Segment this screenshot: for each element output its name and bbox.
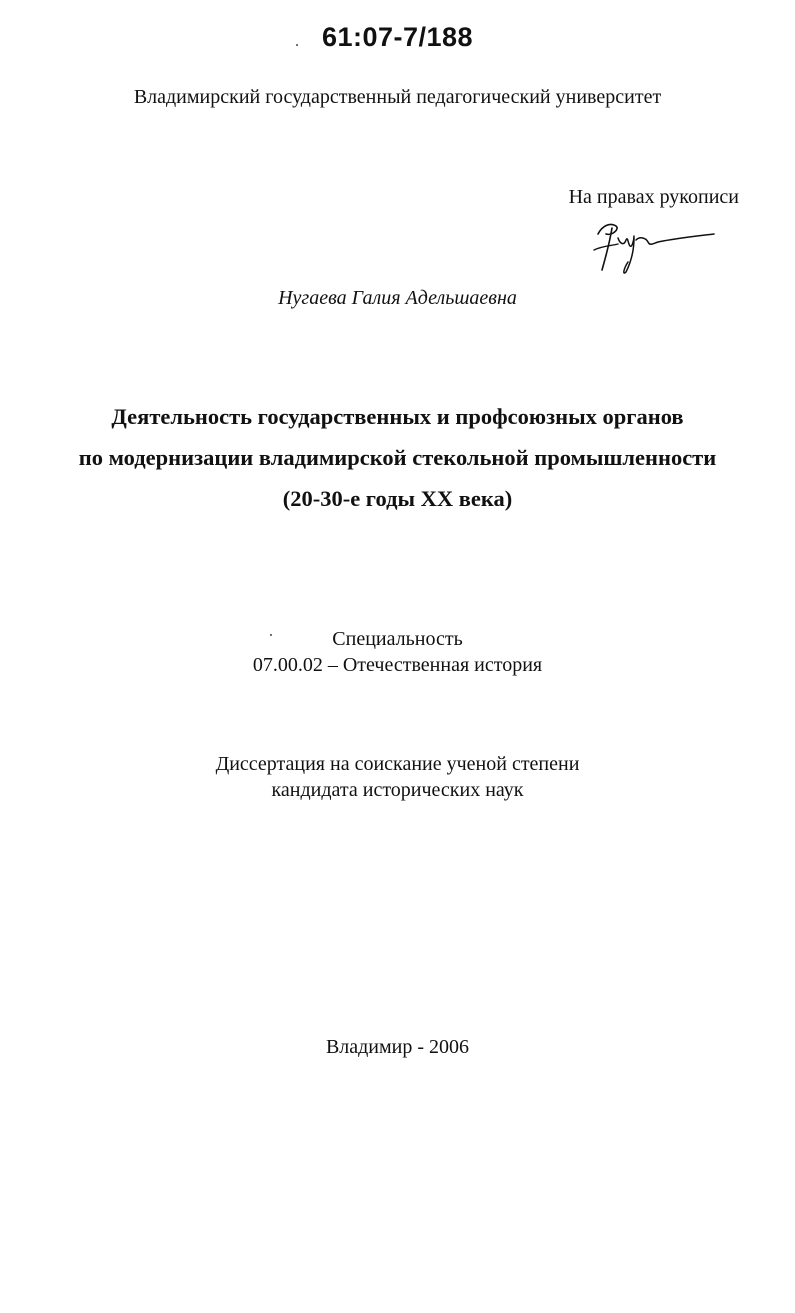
scan-speck bbox=[296, 44, 298, 46]
dissertation-title bbox=[0, 396, 795, 519]
title-line: (20-30-е годы XX века) bbox=[282, 486, 513, 511]
city-year: Владимир - 2006 bbox=[325, 1036, 470, 1058]
scan-speck bbox=[270, 634, 272, 636]
degree-line: Диссертация на соискание ученой степени bbox=[215, 753, 580, 775]
specialty-block bbox=[0, 626, 795, 678]
title-line: Деятельность государственных и профсоюзных органов bbox=[111, 404, 684, 429]
catalog-number: 61:07-7/188 bbox=[321, 22, 474, 52]
degree-block bbox=[0, 751, 795, 803]
university-name: Владимирский государственный педагогический университет bbox=[133, 86, 662, 108]
author-name: Нугаева Галия Адельшаевна bbox=[278, 287, 517, 309]
title-line: по модернизации владимирской стекольной промышленности bbox=[78, 445, 717, 470]
author-signature bbox=[588, 212, 718, 278]
specialty-label: Специальность bbox=[332, 628, 463, 650]
catalog-stamp bbox=[0, 22, 795, 53]
specialty-code: 07.00.02 – Отечественная история bbox=[252, 654, 543, 676]
manuscript-rights-note: На правах рукописи bbox=[568, 186, 739, 208]
degree-line: кандидата исторических наук bbox=[271, 779, 524, 801]
